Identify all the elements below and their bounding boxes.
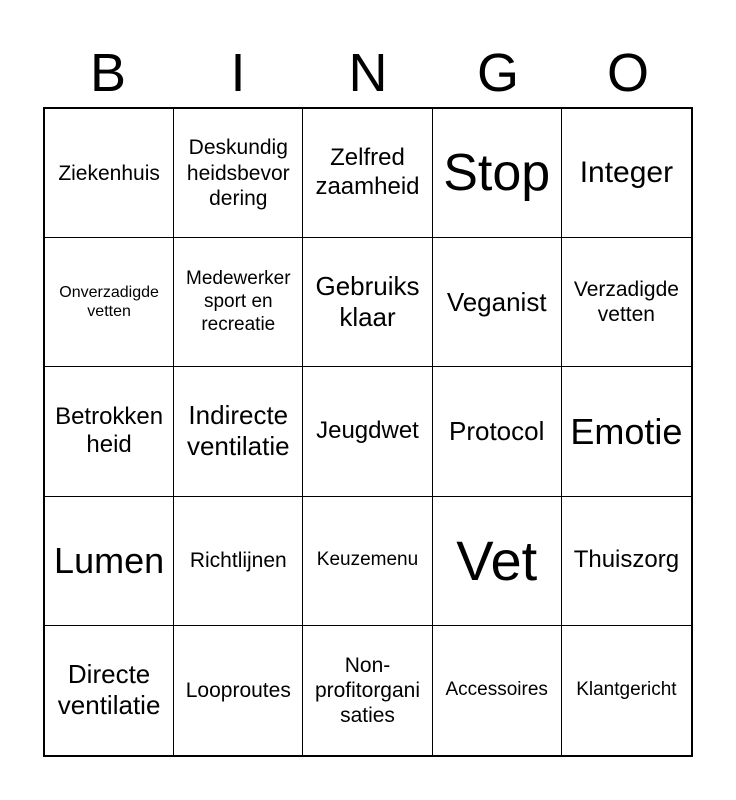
header-letter-b: B <box>89 43 127 103</box>
bingo-cell[interactable]: Medewerker sport en recreatie <box>174 238 303 367</box>
bingo-cell[interactable]: Lumen <box>45 497 174 626</box>
bingo-cell[interactable]: Gebruiks klaar <box>303 238 432 367</box>
bingo-cell[interactable]: Directe ventilatie <box>45 626 174 755</box>
bingo-cell[interactable]: Keuzemenu <box>303 497 432 626</box>
bingo-cell[interactable]: Protocol <box>433 367 562 496</box>
bingo-cell[interactable]: Deskundig heidsbevor dering <box>174 109 303 238</box>
bingo-cell[interactable]: Zelfred zaamheid <box>303 109 432 238</box>
bingo-cell[interactable]: Accessoires <box>433 626 562 755</box>
bingo-cell[interactable]: Verzadigde vetten <box>562 238 691 367</box>
header-letter-i: I <box>230 43 246 103</box>
bingo-header <box>43 40 693 106</box>
bingo-cell[interactable]: Non-profitorgani saties <box>303 626 432 755</box>
bingo-cell[interactable]: Klantgericht <box>576 678 677 700</box>
bingo-grid <box>43 107 693 757</box>
bingo-cell[interactable]: Integer <box>562 109 691 238</box>
bingo-cell[interactable]: Indirecte ventilatie <box>174 367 303 496</box>
bingo-cell[interactable]: Richtlijnen <box>174 497 303 626</box>
bingo-cell[interactable]: Thuiszorg <box>562 497 691 626</box>
header-letter-g: G <box>476 43 519 103</box>
header-letter-o: O <box>606 43 649 103</box>
bingo-cell[interactable]: Stop <box>433 109 562 238</box>
bingo-cell[interactable]: Veganist <box>433 238 562 367</box>
bingo-cell[interactable]: Betrokken heid <box>45 367 174 496</box>
bingo-cell[interactable]: Onverzadigde vetten <box>45 238 174 367</box>
header-letter-n: N <box>348 43 388 103</box>
bingo-cell[interactable]: Emotie <box>562 367 691 496</box>
bingo-cell[interactable]: Vet <box>433 497 562 626</box>
bingo-cell[interactable]: Jeugdwet <box>303 367 432 496</box>
bingo-cell[interactable]: Looproutes <box>174 626 303 755</box>
bingo-cell[interactable]: Ziekenhuis <box>45 109 174 238</box>
